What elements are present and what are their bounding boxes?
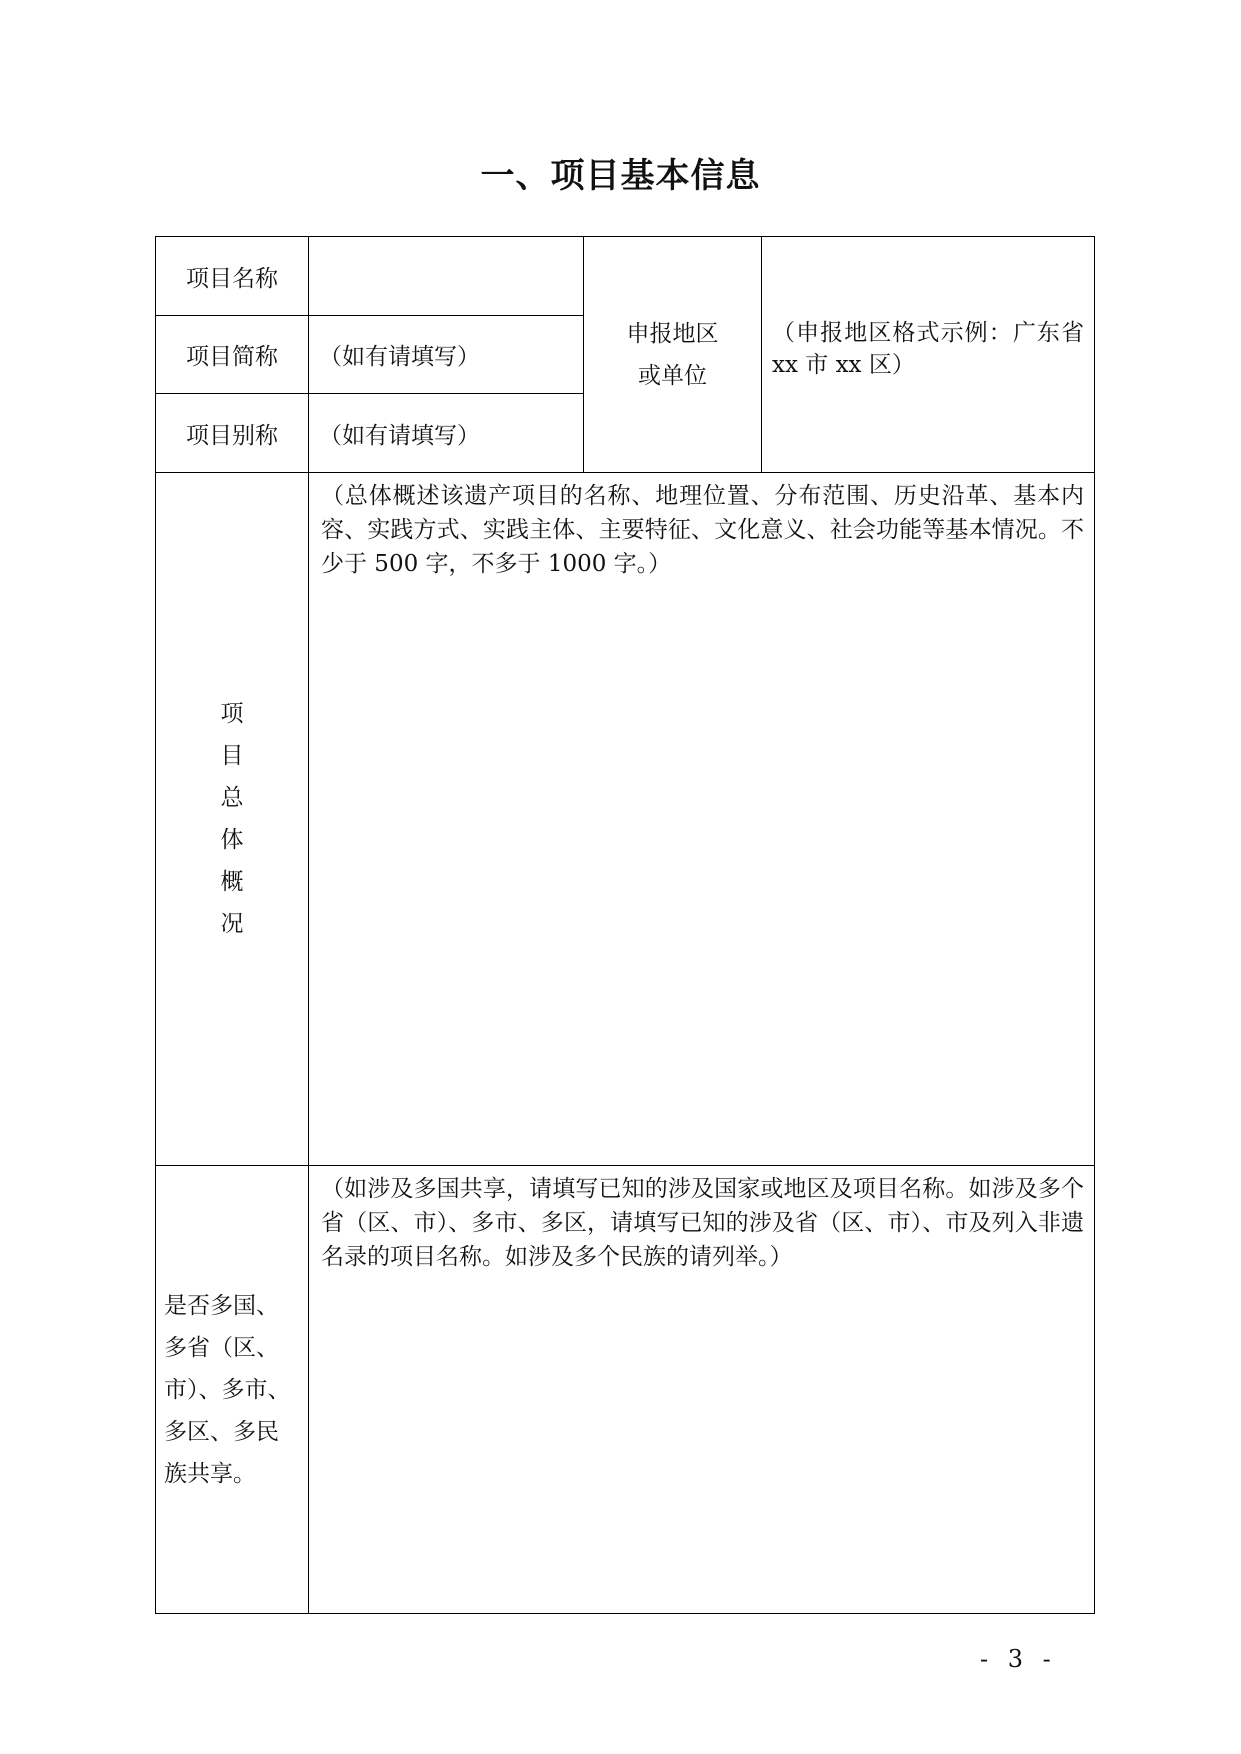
region-label-line2: 或单位 bbox=[638, 362, 707, 389]
project-name-field[interactable] bbox=[308, 236, 584, 316]
alias-hint: （如有请填写） bbox=[319, 422, 480, 449]
overview-label-char: 况 bbox=[220, 911, 244, 937]
shared-label bbox=[155, 1165, 309, 1614]
short-name-hint: （如有请填写） bbox=[319, 344, 480, 370]
overview-hint: （总体概述该遗产项目的名称、地理位置、分布范围、历史沿革、基本内容、实践方式、实践主体、主要特征、文化意义、社会功能等基本情况。不少于 500 字，不多于 1000 字。） bbox=[321, 483, 1084, 577]
page-title: 一、项目基本信息 bbox=[480, 156, 761, 196]
project-short-name-label: 项目简称 bbox=[155, 315, 309, 394]
shared-label-text: 是否多国、多省（区、市）、多市、多区、多民族共享。 bbox=[164, 1292, 291, 1487]
project-alias-label: 项目别称 bbox=[155, 393, 309, 473]
overview-label bbox=[155, 472, 309, 1166]
overview-field[interactable] bbox=[308, 472, 1095, 1166]
project-name-label: 项目名称 bbox=[155, 236, 309, 316]
project-alias-field[interactable] bbox=[308, 393, 584, 473]
region-label bbox=[583, 236, 762, 473]
page-number: - 3 - bbox=[980, 1645, 1057, 1673]
overview-label-char: 总 bbox=[220, 785, 244, 811]
overview-label-char: 体 bbox=[220, 827, 244, 853]
region-field[interactable] bbox=[761, 236, 1095, 473]
region-label-line1: 申报地区 bbox=[626, 320, 719, 347]
overview-label-char: 项 bbox=[220, 701, 244, 727]
project-short-name-field[interactable] bbox=[308, 315, 584, 394]
region-hint: （申报地区格式示例：广东省 xx 市 xx 区） bbox=[772, 320, 1084, 378]
overview-label-char: 目 bbox=[220, 743, 244, 769]
overview-label-char: 概 bbox=[220, 869, 244, 895]
shared-field[interactable] bbox=[308, 1165, 1095, 1614]
shared-hint: （如涉及多国共享，请填写已知的涉及国家或地区及项目名称。如涉及多个省（区、市）、多市、多区，请填写已知的涉及省（区、市）、市及列入非遗名录的项目名称。如涉及多个民族的请列举。） bbox=[321, 1176, 1084, 1270]
